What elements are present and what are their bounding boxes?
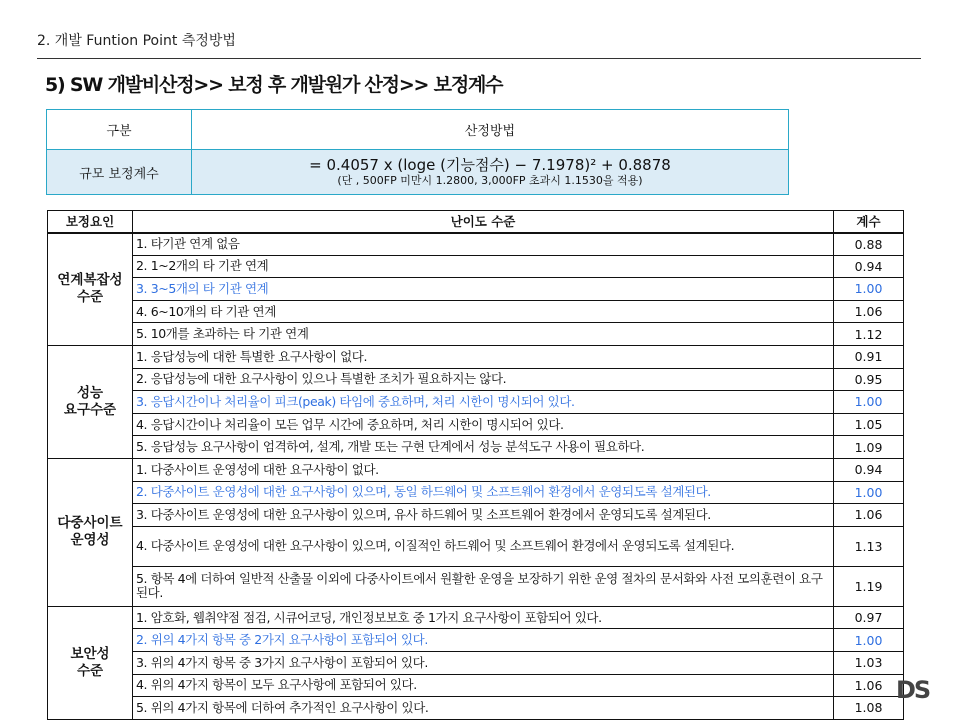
level-description: 1. 응답성능에 대한 특별한 요구사항이 없다.	[133, 345, 834, 368]
table-row	[48, 566, 904, 606]
level-description: 4. 다중사이트 운영성에 대한 요구사항이 있으며, 이질적인 하드웨어 및 소프트웨어 환경에서 운영되도록 설계된다.	[133, 526, 834, 566]
table-row	[48, 697, 904, 720]
level-description: 3. 다중사이트 운영성에 대한 요구사항이 있으며, 유사 하드웨어 및 소프트웨어 환경에서 운영되도록 설계된다.	[133, 504, 834, 527]
factor-label-line: 보안성	[70, 645, 110, 662]
table-row	[48, 651, 904, 674]
coefficient-value: 0.88	[834, 233, 904, 256]
factor-label-line: 운영성	[70, 532, 110, 549]
slide-title: 5) SW 개발비산정>> 보정 후 개발원가 산정>> 보정계수	[45, 74, 503, 96]
level-description: 3. 위의 4가지 항목 중 3가지 요구사항이 포함되어 있다.	[133, 651, 834, 674]
coefficient-value: 1.13	[834, 526, 904, 566]
level-description: 5. 10개를 초과하는 타 기관 연계	[133, 323, 834, 346]
correction-formula-table	[46, 109, 789, 195]
table-row	[48, 278, 904, 301]
coefficient-value: 1.06	[834, 504, 904, 527]
level-description: 5. 위의 4가지 항목에 더하여 추가적인 요구사항이 있다.	[133, 697, 834, 720]
level-description: 2. 위의 4가지 항목 중 2가지 요구사항이 포함되어 있다.	[133, 629, 834, 652]
factor-label-line: 수준	[76, 662, 104, 679]
factor-label-line: 수준	[76, 289, 104, 306]
level-description: 4. 위의 4가지 항목이 모두 요구사항에 포함되어 있다.	[133, 674, 834, 697]
table-row	[48, 436, 904, 459]
coefficient-value: 1.06	[834, 300, 904, 323]
table-row	[48, 629, 904, 652]
table-row	[48, 368, 904, 391]
formula-row-label: 규모 보정계수	[47, 150, 192, 195]
table-row	[48, 481, 904, 504]
level-description: 2. 다중사이트 운영성에 대한 요구사항이 있으며, 동일 하드웨어 및 소프트웨어 환경에서 운영되도록 설계된다.	[133, 481, 834, 504]
coefficient-value: 0.91	[834, 345, 904, 368]
table-row	[48, 345, 904, 368]
coefficient-value: 1.00	[834, 391, 904, 414]
level-description: 1. 다중사이트 운영성에 대한 요구사항이 없다.	[133, 458, 834, 481]
coefficient-value: 1.19	[834, 566, 904, 606]
table-row	[48, 233, 904, 256]
level-description: 3. 3~5개의 타 기관 연계	[133, 278, 834, 301]
formula-expression: = 0.4057 x (loge (기능점수) − 7.1978)² + 0.8878	[309, 155, 671, 174]
factor-cell	[48, 345, 133, 458]
level-description: 2. 1~2개의 타 기관 연계	[133, 255, 834, 278]
company-logo-fragment: DS	[896, 676, 930, 704]
level-description: 5. 항목 4에 더하여 일반적 산출물 이외에 다중사이트에서 원활한 운영을 보장하기 위한 운영 절차의 문서화와 사전 모의훈련이 요구된다.	[133, 566, 834, 606]
coefficient-value: 1.06	[834, 674, 904, 697]
formula-col-header-category: 구분	[47, 110, 192, 150]
level-description: 5. 응답성능 요구사항이 엄격하여, 설계, 개발 또는 구현 단계에서 성능 분석도구 사용이 필요하다.	[133, 436, 834, 459]
coefficient-value: 1.12	[834, 323, 904, 346]
table-row	[48, 323, 904, 346]
header-divider	[37, 58, 921, 59]
formula-note: (단 , 500FP 미만시 1.2800, 3,000FP 초과시 1.1530을 적용)	[337, 173, 643, 187]
coefficient-value: 1.05	[834, 413, 904, 436]
factor-cell	[48, 233, 133, 346]
factor-label-line: 다중사이트	[57, 515, 123, 532]
header-level: 난이도 수준	[133, 211, 834, 233]
table-row	[48, 458, 904, 481]
level-description: 1. 타기관 연계 없음	[133, 233, 834, 256]
table-row	[48, 504, 904, 527]
coefficient-value: 0.95	[834, 368, 904, 391]
coefficient-value: 1.00	[834, 278, 904, 301]
coefficient-value: 1.08	[834, 697, 904, 720]
coefficient-value: 0.94	[834, 458, 904, 481]
factor-label-line: 성능	[76, 384, 104, 401]
factor-label-line: 요구수준	[63, 401, 117, 418]
coefficient-table-body	[48, 233, 904, 720]
formula-col-header-method: 산정방법	[192, 110, 789, 150]
table-row	[48, 526, 904, 566]
coefficient-value: 1.00	[834, 629, 904, 652]
coefficient-value: 1.00	[834, 481, 904, 504]
level-description: 4. 응답시간이나 처리율이 모든 업무 시간에 중요하며, 처리 시한이 명시되어 있다.	[133, 413, 834, 436]
table-row	[48, 413, 904, 436]
table-row	[48, 255, 904, 278]
coefficient-value: 0.97	[834, 606, 904, 629]
factor-label-line: 연계복잡성	[57, 272, 123, 289]
factor-cell	[48, 458, 133, 606]
correction-coefficient-table	[47, 210, 904, 720]
table-row	[48, 674, 904, 697]
table-row	[48, 606, 904, 629]
coefficient-value: 0.94	[834, 255, 904, 278]
level-description: 1. 암호화, 웹취약점 점검, 시큐어코딩, 개인정보보호 중 1가지 요구사항이 포함되어 있다.	[133, 606, 834, 629]
level-description: 4. 6~10개의 타 기관 연계	[133, 300, 834, 323]
factor-cell	[48, 606, 133, 719]
table-row	[48, 391, 904, 414]
header-coefficient: 계수	[834, 211, 904, 233]
coefficient-value: 1.03	[834, 651, 904, 674]
table-row	[48, 300, 904, 323]
section-title: 2. 개발 Funtion Point 측정방법	[37, 33, 236, 49]
formula-cell	[192, 150, 789, 195]
header-factor: 보정요인	[48, 211, 133, 233]
level-description: 2. 응답성능에 대한 요구사항이 있으나 특별한 조치가 필요하지는 않다.	[133, 368, 834, 391]
level-description: 3. 응답시간이나 처리율이 피크(peak) 타임에 중요하며, 처리 시한이 명시되어 있다.	[133, 391, 834, 414]
coefficient-value: 1.09	[834, 436, 904, 459]
